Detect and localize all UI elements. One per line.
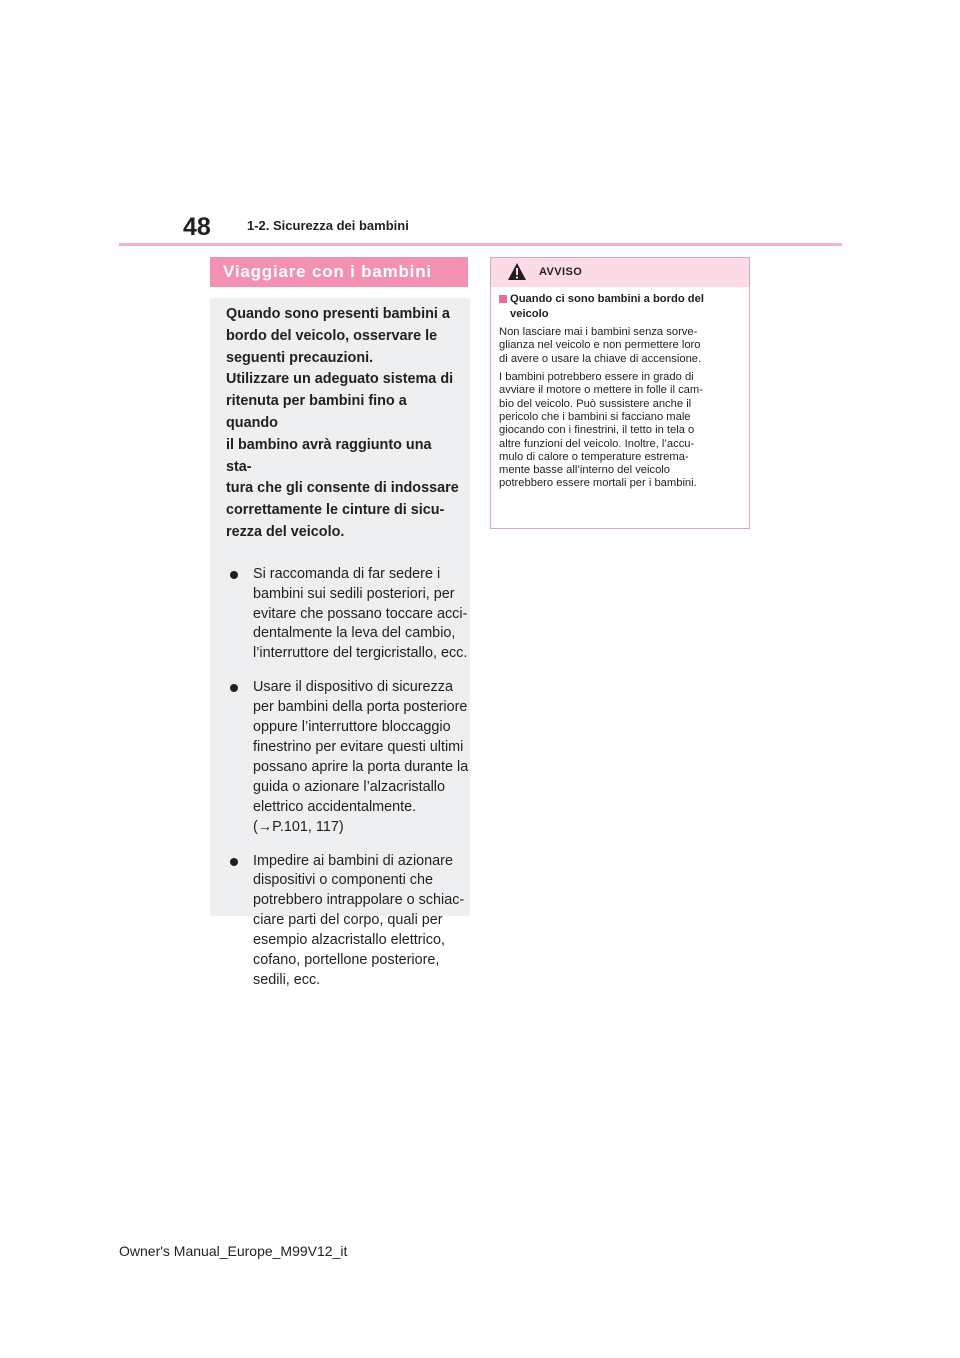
warning-subheading-line: Quando ci sono bambini a bordo del bbox=[510, 293, 704, 305]
intro-line: rezza del veicolo. bbox=[226, 523, 345, 540]
page-reference-link[interactable]: (→P.101, 117) bbox=[253, 818, 344, 835]
bullet-line: dentalmente la leva del cambio, bbox=[253, 625, 456, 642]
intro-line: bordo del veicolo, osservare le bbox=[226, 327, 438, 344]
bullet-dot-icon bbox=[230, 571, 238, 579]
bullet-line: cofano, portellone posteriore, bbox=[253, 952, 440, 969]
bullet-item bbox=[226, 565, 468, 665]
warning-line: Non lasciare mai i bambini senza sorve- bbox=[499, 326, 698, 339]
warning-subheading bbox=[499, 292, 741, 321]
intro-text bbox=[226, 304, 460, 544]
bullet-line: oppure l’interruttore bloccaggio bbox=[253, 719, 451, 736]
warning-line: di avere o usare la chiave di accensione. bbox=[499, 352, 702, 365]
footer-text: Owner's Manual_Europe_M99V12_it bbox=[119, 1243, 348, 1259]
warning-line: altre funzioni del veicolo. Inoltre, l’accu- bbox=[499, 437, 695, 450]
bullet-line: evitare che possano toccare acci- bbox=[253, 605, 468, 622]
section-heading: Viaggiare con i bambini bbox=[210, 257, 468, 287]
bullet-item bbox=[226, 678, 469, 837]
bullet-line: potrebbero intrappolare o schiac- bbox=[253, 892, 465, 909]
warning-header bbox=[491, 258, 749, 287]
warning-line: I bambini potrebbero essere in grado di bbox=[499, 371, 694, 384]
bullet-line: possano aprire la porta durante la bbox=[253, 758, 469, 775]
warning-body bbox=[491, 287, 749, 491]
header-rule bbox=[119, 243, 842, 246]
page-number: 48 bbox=[183, 213, 211, 241]
bullet-line: per bambini della porta posteriore bbox=[253, 699, 468, 716]
bullet-line: Usare il dispositivo di sicurezza bbox=[253, 679, 453, 696]
bullet-line: elettrico accidentalmente. bbox=[253, 798, 417, 815]
warning-subheading-line: veicolo bbox=[510, 307, 549, 320]
bullet-line: guida o azionare l’alzacristallo bbox=[253, 778, 445, 795]
bullet-line: sedili, ecc. bbox=[253, 971, 321, 988]
square-bullet-icon bbox=[499, 295, 507, 303]
intro-line: correttamente le cinture di sicu- bbox=[226, 502, 445, 519]
warning-paragraph bbox=[499, 326, 741, 366]
warning-paragraph bbox=[499, 371, 741, 491]
bullet-line: Si raccomanda di far sedere i bbox=[253, 565, 441, 582]
warning-line: mente basse all’interno del veicolo bbox=[499, 464, 671, 477]
warning-line: mulo di calore o temperature estrema- bbox=[499, 450, 689, 463]
bullet-line: esempio alzacristallo elettrico, bbox=[253, 932, 445, 949]
warning-line: potrebbero essere mortali per i bambini. bbox=[499, 477, 697, 490]
bullet-item bbox=[226, 852, 465, 991]
intro-line: seguenti precauzioni. bbox=[226, 349, 374, 366]
intro-line: tura che gli consente di indossare bbox=[226, 480, 459, 497]
bullet-line: finestrino per evitare questi ultimi bbox=[253, 739, 464, 756]
warning-line: glianza nel veicolo e non permettere loro bbox=[499, 339, 701, 352]
warning-line: pericolo che i bambini si facciano male bbox=[499, 410, 691, 423]
warning-line: bio del veicolo. Può sussistere anche il bbox=[499, 397, 692, 410]
bullet-dot-icon bbox=[230, 684, 238, 692]
bullet-line: ciare parti del corpo, quali per bbox=[253, 912, 443, 929]
bullet-line: Impedire ai bambini di azionare bbox=[253, 852, 453, 869]
bullet-dot-icon bbox=[230, 858, 238, 866]
warning-title: AVVISO bbox=[539, 266, 583, 278]
intro-line: Quando sono presenti bambini a bbox=[226, 306, 450, 322]
warning-triangle-icon bbox=[507, 262, 527, 281]
intro-line: Utilizzare un adeguato sistema di bbox=[226, 371, 454, 388]
section-title: 1-2. Sicurezza dei bambini bbox=[247, 218, 409, 233]
warning-box bbox=[490, 257, 750, 529]
info-box bbox=[210, 298, 470, 988]
intro-line: il bambino avrà raggiunto una sta- bbox=[226, 436, 432, 475]
intro-line: ritenuta per bambini fino a quando bbox=[226, 393, 407, 431]
bullet-line: l’interruttore del tergicristallo, ecc. bbox=[253, 645, 468, 662]
warning-line: avviare il motore o mettere in folle il cam- bbox=[499, 384, 703, 397]
warning-line: giocando con i finestrini, il tetto in tela o bbox=[499, 424, 695, 437]
bullet-line: dispositivi o componenti che bbox=[253, 872, 433, 889]
bullet-line: bambini sui sedili posteriori, per bbox=[253, 585, 455, 602]
